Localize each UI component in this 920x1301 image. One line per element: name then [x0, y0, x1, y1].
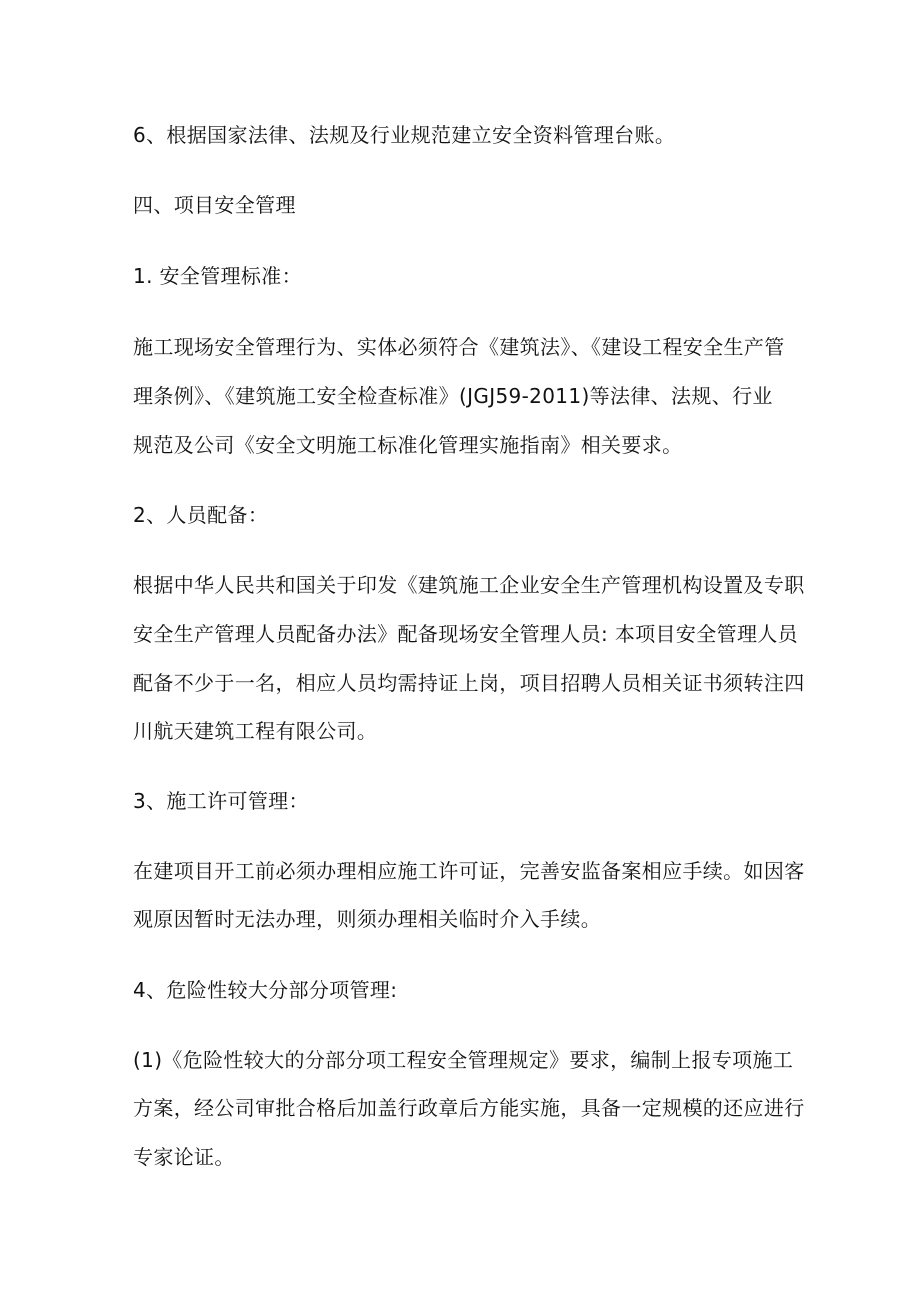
paragraph-line: 施工现场安全管理行为、实体必须符合《建筑法》、《建设工程安全生产管	[133, 335, 785, 359]
section-heading-project-safety-management: 四、项目安全管理	[133, 193, 296, 217]
subheading-safety-standard	[133, 262, 793, 290]
subheading-safety-standard-text: 1. 安全管理标准：	[133, 264, 302, 288]
paragraph-line: 观原因暂时无法办理，则须办理相关临时介入手续。	[133, 907, 602, 931]
paragraph-line: 规范及公司《安全文明施工标准化管理实施指南》相关要求。	[133, 433, 683, 457]
paragraph-line: 专家论证。	[133, 1145, 235, 1169]
subheading-hazardous-works: 4、危险性较大分部分项管理:	[133, 978, 398, 1002]
paragraph-line: 安全生产管理人员配备办法》配备现场安全管理人员: 本项目安全管理人员	[133, 622, 798, 646]
paragraph-item-6-safety-records: 6、根据国家法律、法规及行业规范建立安全资料管理台账。	[133, 123, 676, 147]
paragraph-line: 在建项目开工前必须办理相应施工许可证，完善安监备案相应手续。如因客	[133, 859, 805, 883]
paragraph-line: 根据中华人民共和国关于印发《建筑施工企业安全生产管理机构设置及专职	[133, 573, 805, 597]
subheading-staffing: 2、人员配备：	[133, 503, 269, 527]
paragraph-line: 配备不少于一名，相应人员均需持证上岗，项目招聘人员相关证书须转注四	[133, 671, 805, 695]
paragraph-line: (1)《危险性较大的分部分项工程安全管理规定》要求，编制上报专项施工	[133, 1048, 794, 1072]
subheading-construction-permit: 3、施工许可管理：	[133, 789, 309, 813]
paragraph-line: 方案，经公司审批合格后加盖行政章后方能实施，具备一定规模的还应进行	[133, 1096, 805, 1120]
paragraph-line: 川航天建筑工程有限公司。	[133, 719, 378, 743]
paragraph-line: 理条例》、《建筑施工安全检查标准》(JGJ59-2011)等法律、法规、行业	[133, 384, 773, 408]
